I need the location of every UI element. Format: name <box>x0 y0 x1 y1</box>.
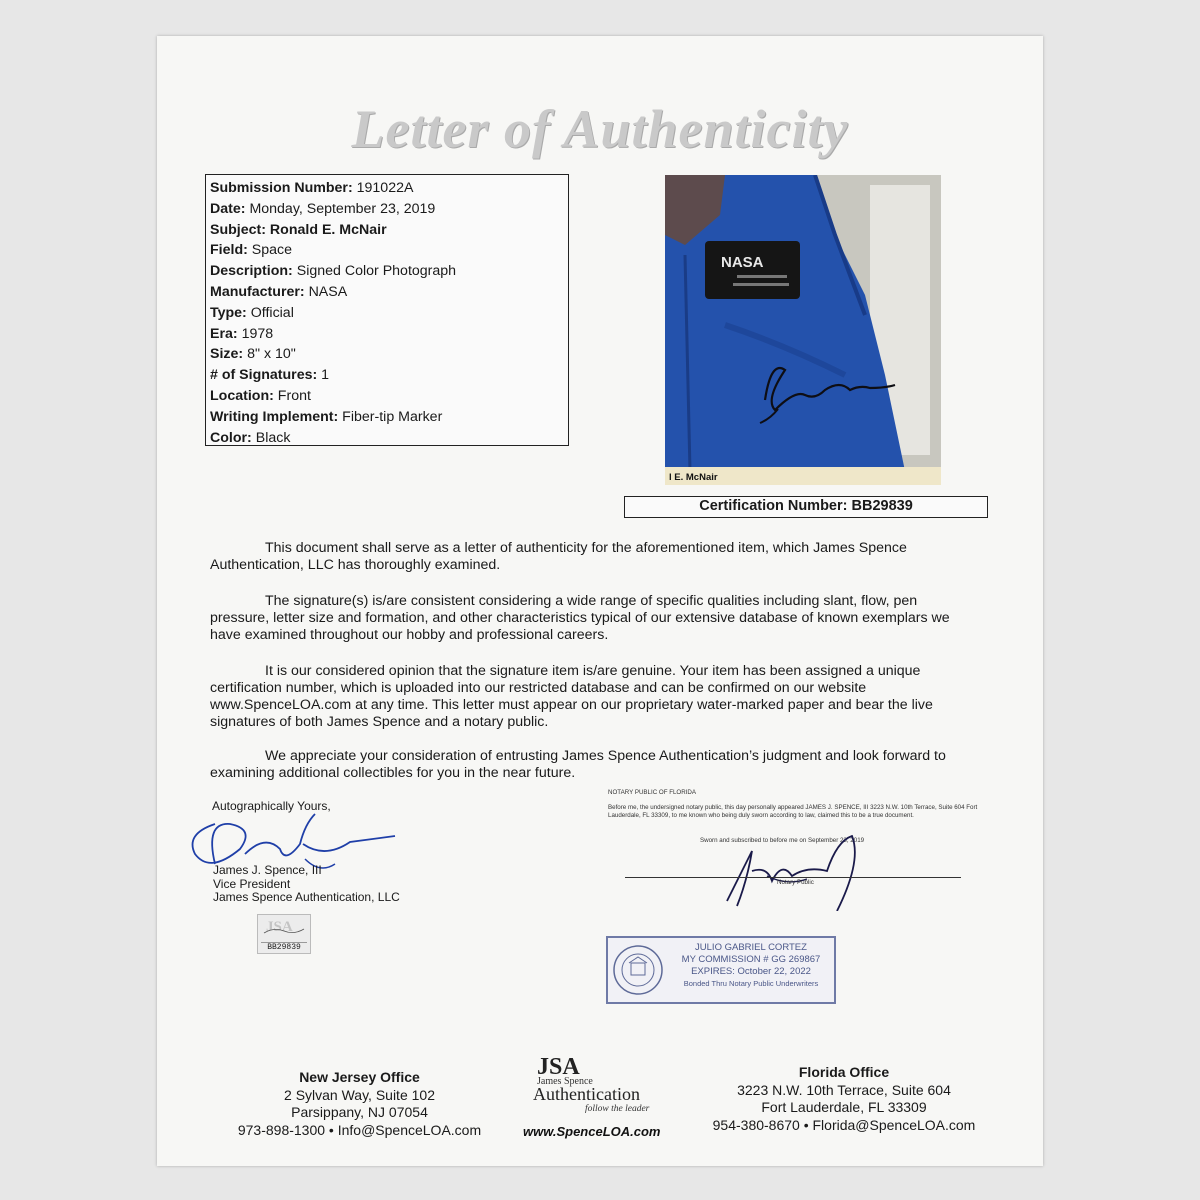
hologram-number: BB29839 <box>261 942 307 952</box>
notary-seal-icon <box>612 942 664 998</box>
detail-row: Subject: Ronald E. McNair <box>210 221 387 238</box>
photo-caption: l E. McNair <box>669 472 718 483</box>
stamp-name: JULIO GABRIEL CORTEZ <box>695 942 807 953</box>
detail-row: Manufacturer: NASA <box>210 283 348 300</box>
hologram-jsa-icon <box>258 915 310 937</box>
detail-row: Location: Front <box>210 387 311 404</box>
detail-row: Era: 1978 <box>210 325 274 342</box>
notary-signature <box>697 821 897 911</box>
jsa-logo <box>515 1054 690 1144</box>
fl-office-heading: Florida Office <box>798 1064 890 1080</box>
signer-role: Vice President <box>213 877 291 891</box>
notary-sign-label: Notary Public <box>777 879 814 886</box>
detail-row: Type: Official <box>210 304 294 321</box>
detail-row: Description: Signed Color Photograph <box>210 263 457 280</box>
stamp-commission: MY COMMISSION # GG 269867 <box>681 954 821 965</box>
stamp-bonded: Bonded Thru Notary Public Underwriters <box>683 979 819 988</box>
badge-text: NASA <box>721 254 764 271</box>
closing-text: Autographically Yours, <box>212 799 331 813</box>
photo-illustration <box>665 175 941 485</box>
fl-office <box>699 1064 989 1134</box>
letter-title: Letter of Authenticity <box>351 99 849 159</box>
detail-row: Writing Implement: Fiber-tip Marker <box>210 408 443 425</box>
stamp-expires: EXPIRES: October 22, 2022 <box>691 966 811 977</box>
paragraph: It is our considered opinion that the signature item is/are genuine. Your item has been assigned a unique certification number, which is uploaded into our restricted database and can be confirmed on our website www.SpenceLOA.com at any time. This letter must appear on our proprietary water-marked paper and bear the live signatures of both James Spence and a notary public. <box>210 663 933 730</box>
paragraph: This document shall serve as a letter of authenticity for the aforementioned item, which James Spence Authentication, LLC has thoroughly examined. <box>210 540 907 573</box>
logo-jsa: JSA <box>537 1054 580 1080</box>
fl-office-line: Fort Lauderdale, FL 33309 <box>761 1099 927 1115</box>
notary-heading: NOTARY PUBLIC OF FLORIDA <box>608 789 697 796</box>
detail-row: Submission Number: 191022A <box>210 180 414 196</box>
logo-website: www.SpenceLOA.com <box>523 1124 661 1139</box>
nj-office-contact: 973-898-1300 • Info@SpenceLOA.com <box>237 1121 482 1138</box>
fl-office-contact: 954-380-8670 • Florida@SpenceLOA.com <box>712 1116 976 1133</box>
nj-office-line: 2 Sylvan Way, Suite 102 <box>284 1086 435 1103</box>
letter-sheet <box>157 36 1043 1166</box>
logo-authentication: Authentication <box>533 1084 640 1104</box>
detail-row: Date: Monday, September 23, 2019 <box>210 200 436 217</box>
item-details-box <box>205 174 569 446</box>
logo-james-spence: James Spence <box>537 1076 593 1087</box>
signer-name: James J. Spence, III <box>213 863 322 877</box>
paragraph: We appreciate your consideration of entrusting James Spence Authentication’s judgment and look forward to examining additional collectibles for you in the near future. <box>210 748 946 781</box>
notary-sworn: Sworn and subscribed to before me on September 23, 2019 <box>700 837 865 844</box>
notary-stamp <box>606 936 836 1004</box>
detail-row: Color: Black <box>210 429 291 446</box>
nj-office-heading: New Jersey Office <box>299 1069 420 1085</box>
logo-tagline: follow the leader <box>585 1104 650 1114</box>
fl-office-line: 3223 N.W. 10th Terrace, Suite 604 <box>737 1081 951 1098</box>
signer-company: James Spence Authentication, LLC <box>213 890 400 904</box>
detail-row: Size: 8" x 10" <box>210 346 296 363</box>
hologram-sticker <box>257 914 311 954</box>
svg-text:JSA: JSA <box>266 919 293 935</box>
paragraph: The signature(s) is/are consistent considering a wide range of specific qualities including slant, flow, pen pressure, letter size and formation, and other characteristics typical of our extensive database of known exemplars we have examined throughout our hobby and professional careers. <box>210 593 950 643</box>
item-photograph <box>665 175 941 485</box>
nj-office-line: Parsippany, NJ 07054 <box>291 1104 428 1120</box>
notary-sign-line <box>625 877 961 878</box>
nj-office <box>232 1069 487 1139</box>
certification-number: Certification Number: BB29839 <box>624 496 988 518</box>
notary-body: Before me, the undersigned notary public, this day personally appeared JAMES J. SPENCE, III 3223 N.W. 10th Terrace, Suite 604 Fort Lauderdale, FL 33309, to me known who being duly sworn according to law, claimed this to be a true document. <box>608 804 978 819</box>
detail-row: # of Signatures: 1 <box>210 367 330 384</box>
detail-row: Field: Space <box>210 242 293 259</box>
